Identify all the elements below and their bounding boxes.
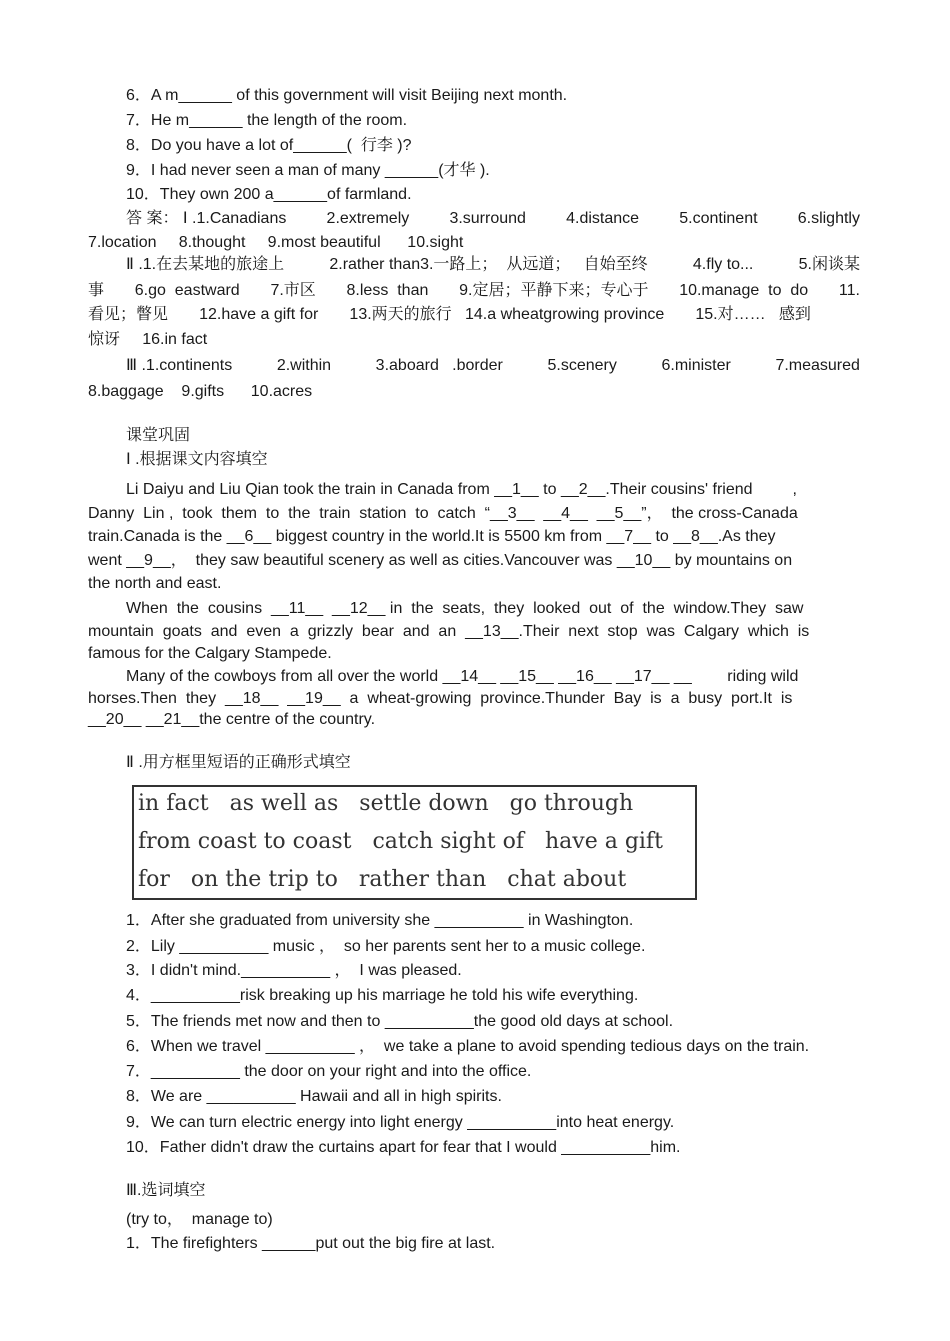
answer-line [126, 209, 860, 229]
answer-segment: 事 [88, 282, 105, 299]
exercise-item: 2．Lily __________ music ， so her parents sent her to a music college. [126, 938, 646, 955]
passage-line: the north and east. [88, 575, 222, 592]
exercise-item: 4．__________risk breaking up his marriage he told his wife everything. [126, 987, 639, 1004]
vocab-item: 10．They own 200 a______of farmland. [126, 186, 412, 203]
answer-segment: 4.distance [566, 210, 640, 227]
exercise-item: 10．Father didn't draw the curtains apart for fear that I would __________him. [126, 1139, 681, 1156]
answer-segment: 11. [838, 282, 860, 299]
passage-line: When the cousins __11__ __12__ in the seats, they looked out of the window.They saw [126, 600, 804, 617]
passage-line: went __9__， they saw beautiful scenery as well as cities.Vancouver was __10__ by mountains on [88, 552, 793, 569]
part3-heading: Ⅲ.选词填空 [126, 1182, 206, 1199]
answer-segment: 8.less than [346, 282, 429, 299]
phrase-row: from coast to coast catch sight of have a gift [138, 829, 663, 854]
answer-line: 7.location 8.thought 9.most beautiful 10.sight [88, 234, 464, 251]
part2-heading: Ⅱ .用方框里短语的正确形式填空 [126, 754, 351, 771]
answer-segment: 6.minister [661, 357, 731, 374]
passage-line: train.Canada is the __6__ biggest country in the world.It is 5500 km from __7__ to __8__.As they [88, 528, 776, 545]
exercise-item: 1．After she graduated from university she __________ in Washington. [126, 912, 634, 929]
answer-line [126, 356, 860, 376]
answer-line: 8.baggage 9.gifts 10.acres [88, 383, 313, 400]
answer-line [88, 281, 860, 301]
phrase-row: for on the trip to rather than chat about [138, 867, 627, 892]
passage-line: Many of the cowboys from all over the world __14__ __15__ __16__ __17__ __ riding wild [126, 668, 799, 685]
answer-segment: 5.scenery [547, 357, 617, 374]
answer-segment: 5.continent [679, 210, 758, 227]
answer-line: 惊讶 16.in fact [88, 331, 208, 348]
answer-segment: 10.manage to do [679, 282, 809, 299]
passage-line: famous for the Calgary Stampede. [88, 645, 332, 662]
vocab-item: 8．Do you have a lot of______( 行李 )? [126, 137, 412, 154]
answer-segment: 答 案： Ⅰ .1.Canadians [126, 210, 287, 227]
answer-segment: 2.rather than3.一路上； 从远道； 自始至终 [329, 256, 648, 273]
answer-segment: 7.市区 [270, 282, 316, 299]
answer-segment: 4.fly to... [692, 256, 754, 273]
answer-segment: 7.measured [775, 357, 860, 374]
answer-segment: 5.闲谈某 [798, 256, 860, 273]
exercise-item: 7．__________ the door on your right and into the office. [126, 1063, 532, 1080]
answer-segment: 9.定居；平静下来；专心于 [459, 282, 649, 299]
vocab-item: 7．He m______ the length of the room. [126, 112, 408, 129]
part1-heading: Ⅰ .根据课文内容填空 [126, 451, 268, 468]
passage-line: Li Daiyu and Liu Qian took the train in Canada from __1__ to __2__.Their cousins' friend , [126, 481, 797, 498]
exercise-item: 3．I didn't mind.__________ ， I was pleased. [126, 962, 462, 979]
phrase-row: in fact as well as settle down go through [138, 791, 634, 816]
answer-segment: 2.within [276, 357, 332, 374]
exercise-item: 1．The firefighters ______put out the big fire at last. [126, 1235, 496, 1252]
answer-segment: 3.aboard .border [375, 357, 503, 374]
answer-line [126, 255, 860, 275]
exercise-item: 6．When we travel __________ ， we take a plane to avoid spending tedious days on the train. [126, 1038, 810, 1055]
section-title: 课堂巩固 [126, 427, 191, 444]
answer-segment: 6.slightly [797, 210, 860, 227]
exercise-item: 5．The friends met now and then to __________the good old days at school. [126, 1013, 674, 1030]
passage-line: mountain goats and even a grizzly bear and an __13__.Their next stop was Calgary which is [88, 623, 810, 640]
exercise-item: 8．We are __________ Hawaii and all in high spirits. [126, 1088, 502, 1105]
answer-segment: 2.extremely [326, 210, 410, 227]
answer-segment: 3.surround [449, 210, 526, 227]
answer-segment: Ⅱ .1.在去某地的旅途上 [126, 256, 285, 273]
word-options: (try to， manage to) [126, 1211, 273, 1228]
exercise-item: 9．We can turn electric energy into light energy __________into heat energy. [126, 1114, 675, 1131]
vocab-item: 9．I had never seen a man of many ______(才华 ). [126, 162, 490, 179]
phrase-box [132, 785, 697, 900]
answer-segment: Ⅲ .1.continents [126, 357, 233, 374]
passage-line: Danny Lin , took them to the train station to catch “__3__ __4__ __5__”， the cross-Canada [88, 505, 798, 522]
answer-segment: 6.go eastward [134, 282, 240, 299]
answer-line: 看见；瞥见 12.have a gift for 13.两天的旅行 14.a wheatgrowing province 15.对…… 感到 [88, 306, 811, 323]
vocab-item: 6．A m______ of this government will visit Beijing next month. [126, 87, 568, 104]
passage-line: __20__ __21__the centre of the country. [88, 711, 376, 728]
passage-line: horses.Then they __18__ __19__ a wheat-growing province.Thunder Bay is a busy port.It is [88, 690, 793, 707]
